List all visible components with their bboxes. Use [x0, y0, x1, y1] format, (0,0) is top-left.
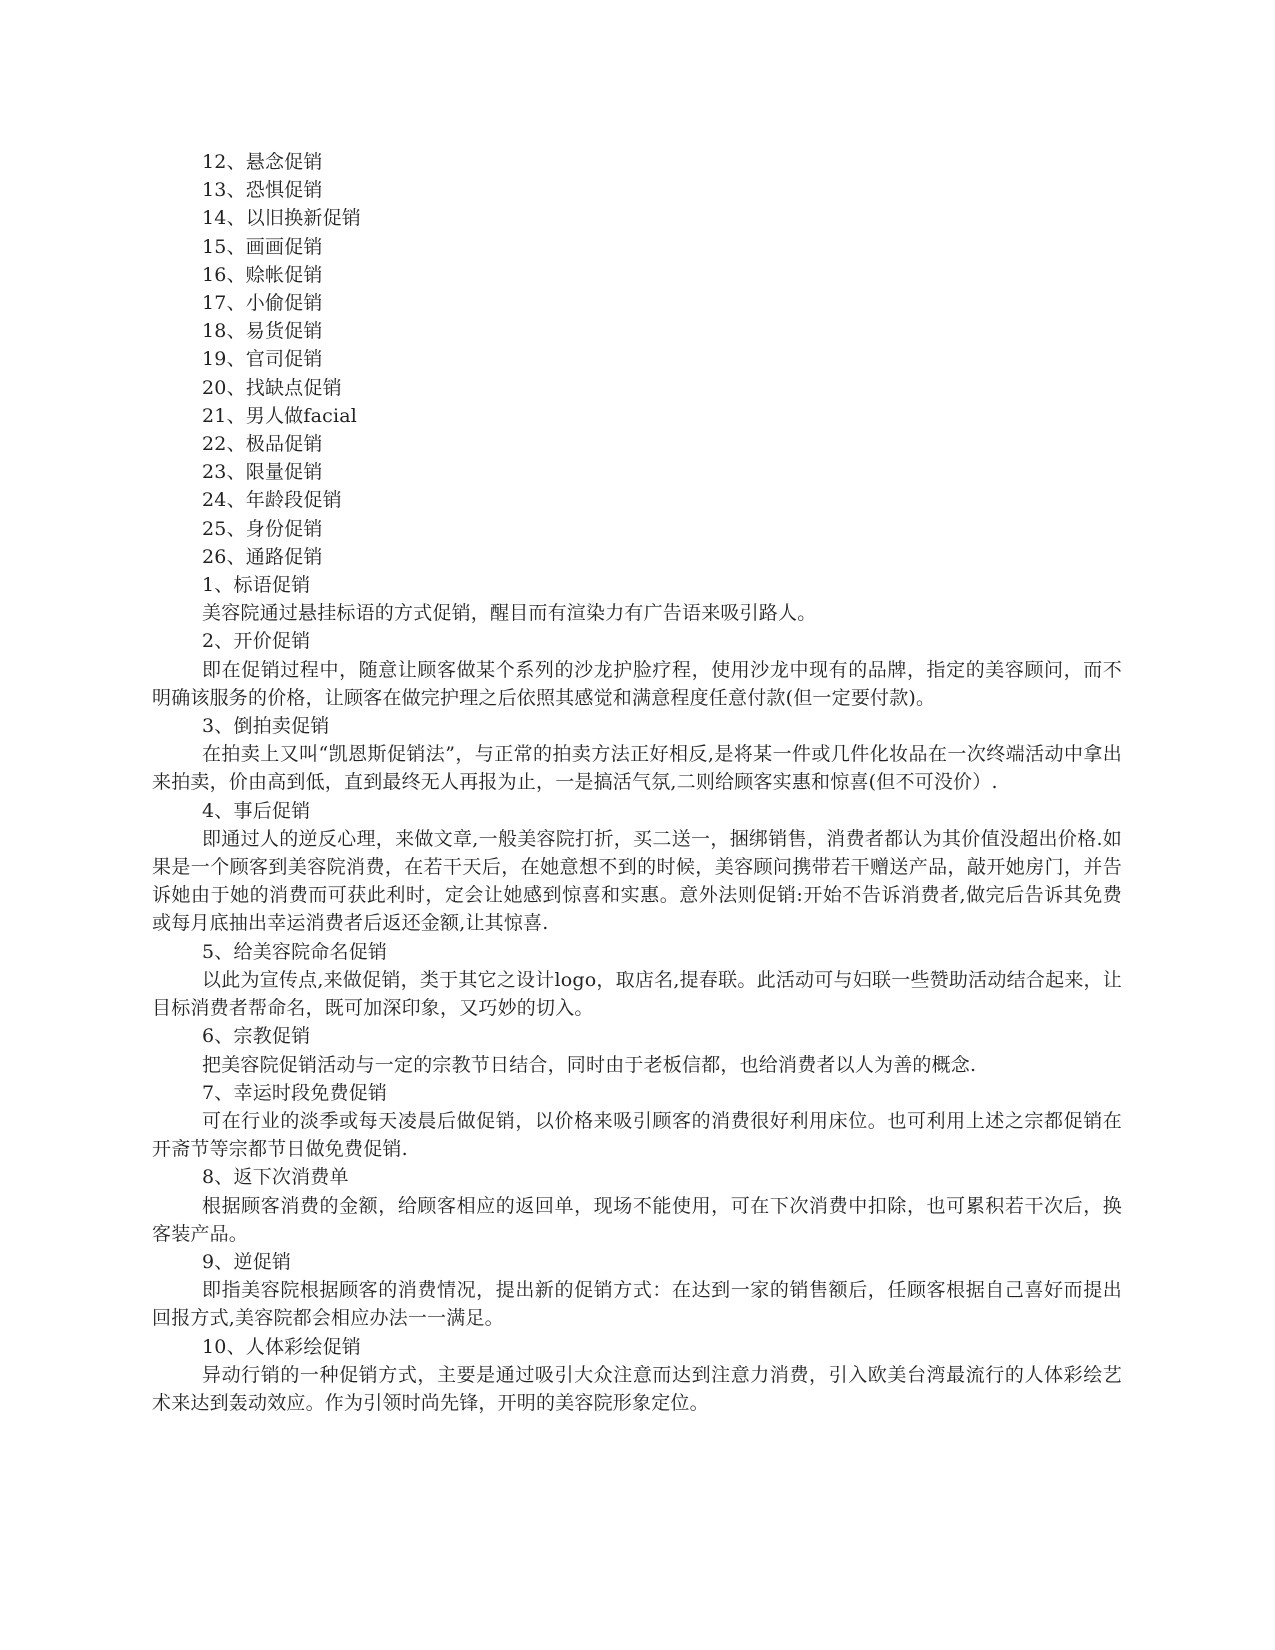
- list-item: 16、赊帐促销: [202, 263, 323, 286]
- section-4: [152, 797, 1122, 938]
- section-heading: 9、逆促销: [202, 1250, 292, 1273]
- section-10: [152, 1333, 1122, 1418]
- section-heading: 6、宗教促销: [202, 1025, 311, 1048]
- list-item: 25、身份促销: [202, 517, 323, 540]
- section-body: 即通过人的逆反心理，来做文章,一般美容院打折，买二送一，捆绑销售，消费者都认为其价值没超出价格.如果是一个顾客到美容院消费，在若干天后，在她意想不到的时候，美容顾问携带若干赠送产品，敲开她房门，并告诉她由于她的消费而可获此利时，定会让她感到惊喜和实惠。意外法则促销:开始不告诉消费者,做完后告诉其免费或每月底抽出幸运消费者后返还金额,让其惊喜.: [152, 827, 1122, 935]
- section-7: [152, 1079, 1122, 1164]
- section-body: 把美容院促销活动与一定的宗教节日结合，同时由于老板信都，也给消费者以人为善的概念.: [202, 1053, 977, 1076]
- section-body: 美容院通过悬挂标语的方式促销，醒目而有渲染力有广告语来吸引路人。: [202, 602, 817, 625]
- list-item: 14、以旧换新促销: [202, 207, 361, 230]
- section-body: 以此为宣传点,来做促销，类于其它之设计logo，取店名,提春联。此活动可与妇联一些赞助活动结合起来，让目标消费者帮命名，既可加深印象，又巧妙的切入。: [152, 968, 1122, 1020]
- list-item: 22、极品促销: [202, 433, 323, 456]
- section-5: [152, 938, 1122, 1023]
- section-8: [152, 1163, 1122, 1248]
- section-heading: 4、事后促销: [202, 799, 311, 822]
- section-body: 根据顾客消费的金额，给顾客相应的返回单，现场不能使用，可在下次消费中扣除，也可累积若干次后，换客装产品。: [152, 1194, 1122, 1245]
- section-body: 在拍卖上又叫“凯恩斯促销法”，与正常的拍卖方法正好相反,是将某一件或几件化妆品在一次终端活动中拿出来拍卖，价由高到低，直到最终无人再报为止，一是搞活气氛,二则给顾客实惠和惊喜(但不可没价）.: [152, 743, 1122, 794]
- section-2: [152, 627, 1122, 712]
- section-body: 即在促销过程中，随意让顾客做某个系列的沙龙护脸疗程，使用沙龙中现有的品牌，指定的美容顾问，而不明确该服务的价格，让顾客在做完护理之后依照其感觉和满意程度任意付款(但一定要付款)。: [152, 658, 1122, 709]
- section-heading: 7、幸运时段免费促销: [202, 1081, 388, 1104]
- section-heading: 2、开价促销: [202, 630, 311, 653]
- section-heading: 10、人体彩绘促销: [202, 1335, 361, 1358]
- list-item: 18、易货促销: [202, 320, 323, 343]
- list-item: 17、小偷促销: [202, 292, 323, 315]
- document-page: [152, 148, 1122, 1417]
- section-body: 可在行业的淡季或每天凌晨后做促销，以价格来吸引顾客的消费很好利用床位。也可利用上述之宗都促销在开斋节等宗都节日做免费促销.: [152, 1109, 1122, 1161]
- list-item: 26、通路促销: [202, 545, 323, 568]
- section-1: [152, 571, 1122, 627]
- section-heading: 3、倒拍卖促销: [202, 715, 330, 738]
- list-item: 13、恐惧促销: [202, 179, 323, 202]
- list-item: 12、悬念促销: [202, 151, 323, 173]
- list-item: 19、官司促销: [202, 348, 323, 371]
- section-body: 即指美容院根据顾客的消费情况，提出新的促销方式：在达到一家的销售额后，任顾客根据自己喜好而提出回报方式,美容院都会相应办法一一满足。: [152, 1279, 1122, 1330]
- list-item: 24、年龄段促销: [202, 489, 342, 512]
- section-heading: 8、返下次消费单: [202, 1166, 349, 1189]
- section-3: [152, 712, 1122, 797]
- list-item: 15、画画促销: [202, 235, 323, 258]
- list-item: 23、限量促销: [202, 461, 323, 484]
- section-6: [152, 1022, 1122, 1078]
- section-body: 异动行销的一种促销方式，主要是通过吸引大众注意而达到注意力消费，引入欧美台湾最流行的人体彩绘艺术来达到轰动效应。作为引领时尚先锋，开明的美容院形象定位。: [152, 1363, 1122, 1414]
- section-9: [152, 1248, 1122, 1333]
- section-heading: 1、标语促销: [202, 574, 311, 597]
- promotion-list: [152, 148, 1122, 571]
- list-item: 21、男人做facial: [202, 404, 358, 427]
- list-item: 20、找缺点促销: [202, 376, 342, 399]
- section-heading: 5、给美容院命名促销: [202, 940, 388, 963]
